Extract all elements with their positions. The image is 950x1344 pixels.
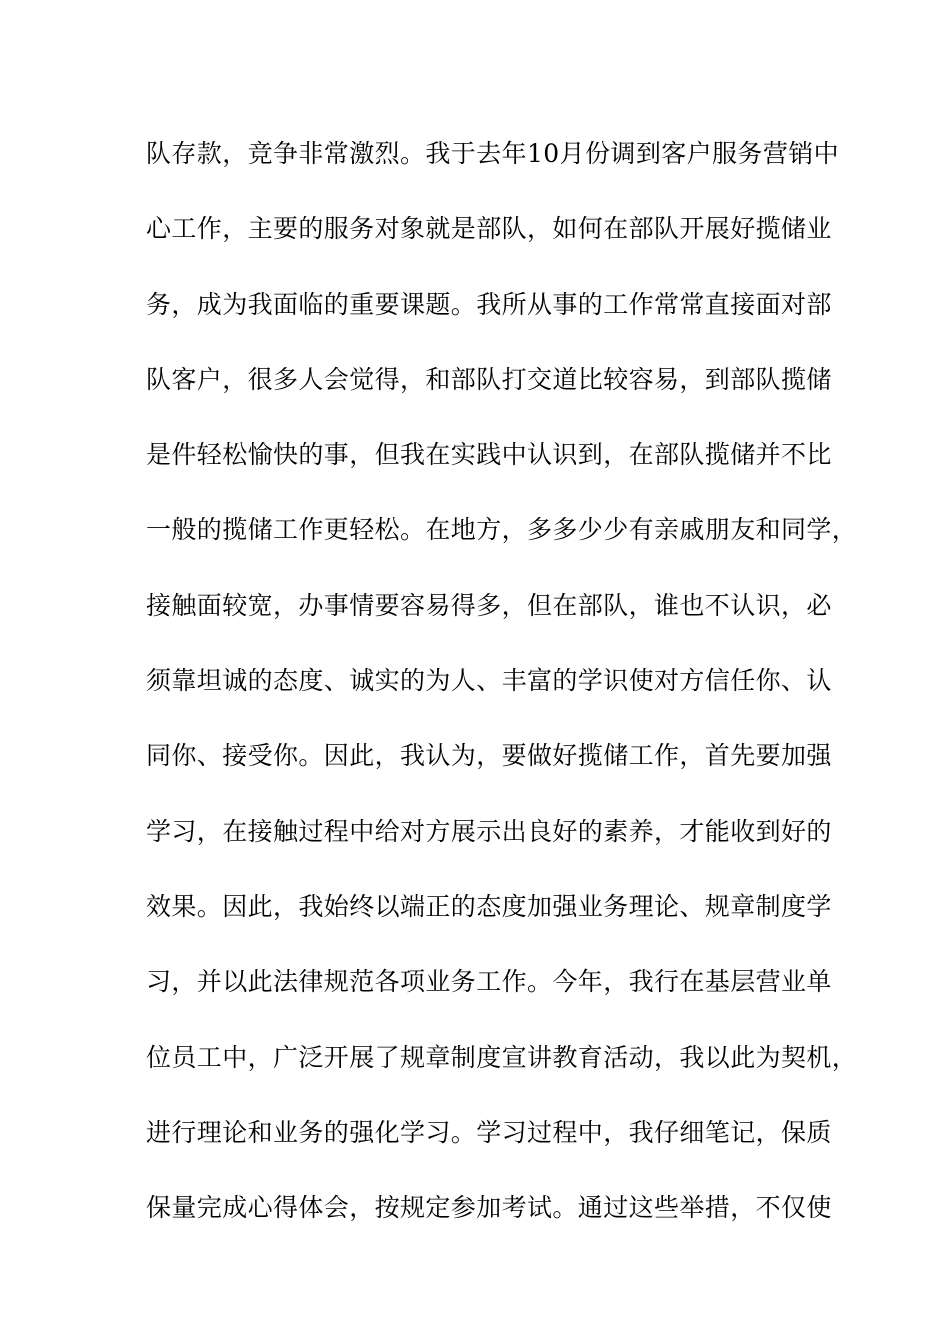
text-line: 须靠坦诚的态度、诚实的为人、丰富的学识使对方信任你、认: [146, 666, 832, 696]
body-text: [146, 128, 858, 1257]
text-line: 队存款，竞争非常激烈。我于去年10月份调到客户服务营销中: [146, 139, 840, 168]
text-line: 学习，在接触过程中给对方展示出良好的素养，才能收到好的: [146, 816, 832, 846]
text-line: 心工作，主要的服务对象就是部队，如何在部队开展好揽储业: [146, 214, 832, 244]
text-line: 保量完成心得体会，按规定参加考试。通过这些举措，不仅使: [146, 1193, 832, 1223]
text-line: 效果。因此，我始终以端正的态度加强业务理论、规章制度学: [146, 891, 832, 921]
text-line: 务，成为我面临的重要课题。我所从事的工作常常直接面对部: [146, 289, 832, 319]
text-line: 是件轻松愉快的事，但我在实践中认识到，在部队揽储并不比: [146, 440, 832, 470]
text-line: 一般的揽储工作更轻松。在地方，多多少少有亲戚朋友和同学，: [146, 515, 858, 545]
text-line: 接触面较宽，办事情要容易得多，但在部队，谁也不认识，必: [146, 590, 832, 620]
text-line: 队客户，很多人会觉得，和部队打交道比较容易，到部队揽储: [146, 364, 832, 394]
text-line: 同你、接受你。因此，我认为，要做好揽储工作，首先要加强: [146, 741, 832, 771]
text-line: 习，并以此法律规范各项业务工作。今年，我行在基层营业单: [146, 967, 832, 997]
text-line: 位员工中，广泛开展了规章制度宣讲教育活动，我以此为契机，: [146, 1042, 858, 1072]
text-line: 进行理论和业务的强化学习。学习过程中，我仔细笔记，保质: [146, 1117, 832, 1147]
